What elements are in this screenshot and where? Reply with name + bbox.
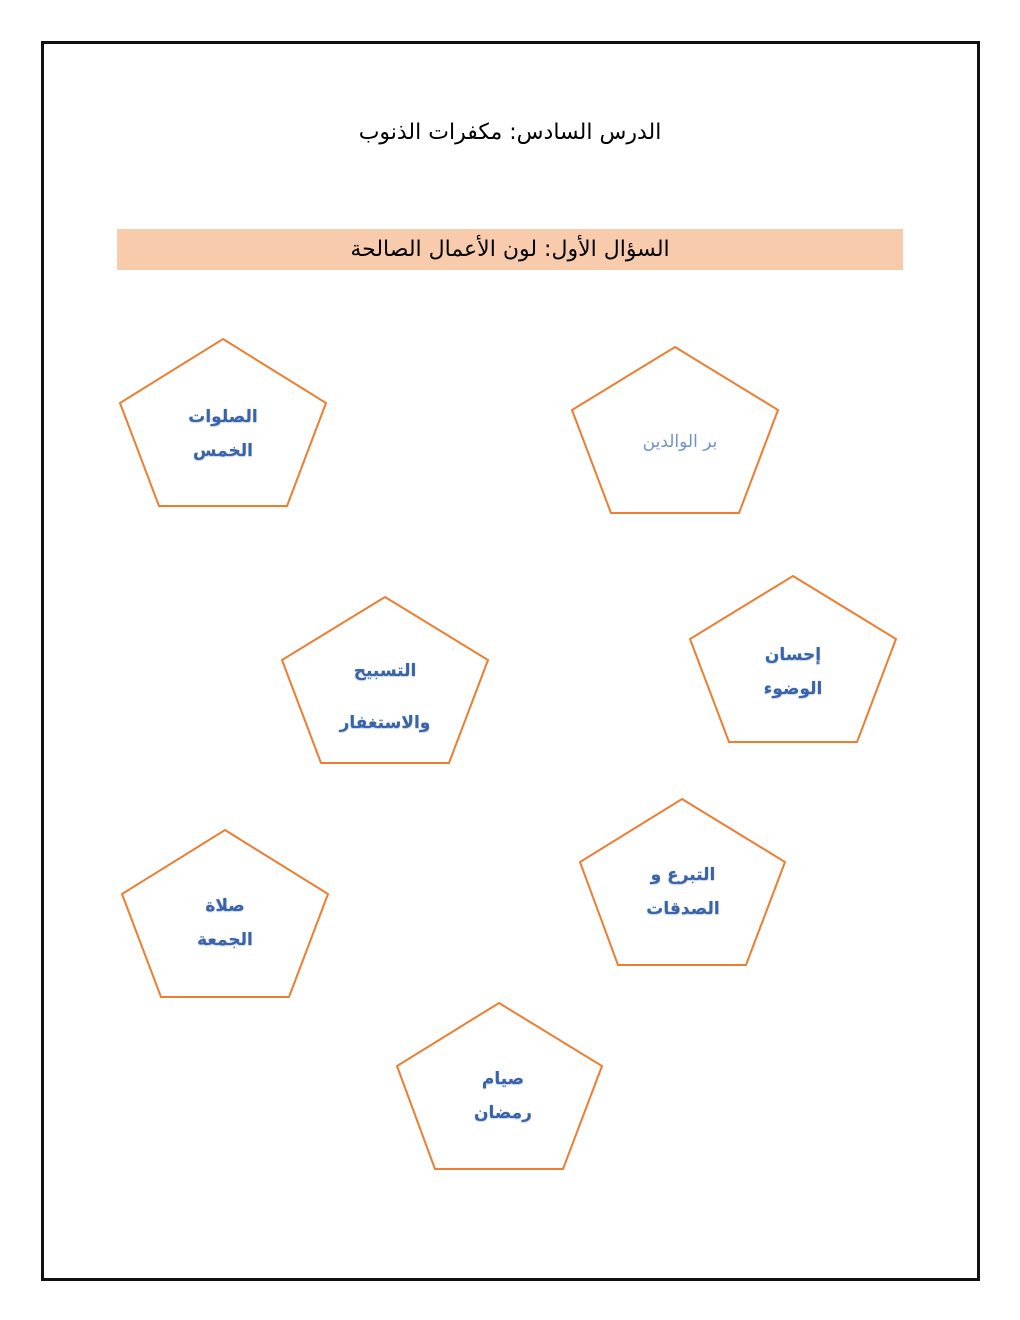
deed-friday-line2: الجمعة (197, 930, 253, 950)
question-text: السؤال الأول: لون الأعمال الصالحة (350, 237, 670, 262)
deed-label-tasbih (310, 645, 460, 749)
deed-label-parents (605, 425, 755, 459)
deed-prayers-line2: الخمس (193, 441, 253, 461)
deed-ramadan-line1: صيام (481, 1069, 525, 1089)
lesson-title: الدرس السادس: مكفرات الذنوب (358, 120, 662, 145)
deed-ramadan-line2: رمضان (474, 1103, 532, 1123)
deed-label-ramadan (433, 1062, 573, 1130)
deed-parents-line1: بر الوالدين (642, 432, 718, 452)
deed-charity-line2: الصدقات (646, 899, 720, 919)
deed-prayers-line1: الصلوات (188, 407, 258, 427)
deed-label-wudu (723, 638, 863, 706)
deed-wudu-line2: الوضوء (763, 679, 823, 699)
deed-wudu-line1: إحسان (764, 645, 822, 665)
deed-charity-line1: التبرع و (650, 865, 716, 885)
deed-friday-line1: صلاة (205, 896, 245, 916)
deed-label-prayers (153, 400, 293, 468)
deed-label-friday (155, 889, 295, 957)
deed-label-charity (613, 858, 753, 926)
deed-tasbih-line1: التسبيح (353, 661, 417, 681)
deed-tasbih-line2: والاستغفار (339, 713, 431, 733)
